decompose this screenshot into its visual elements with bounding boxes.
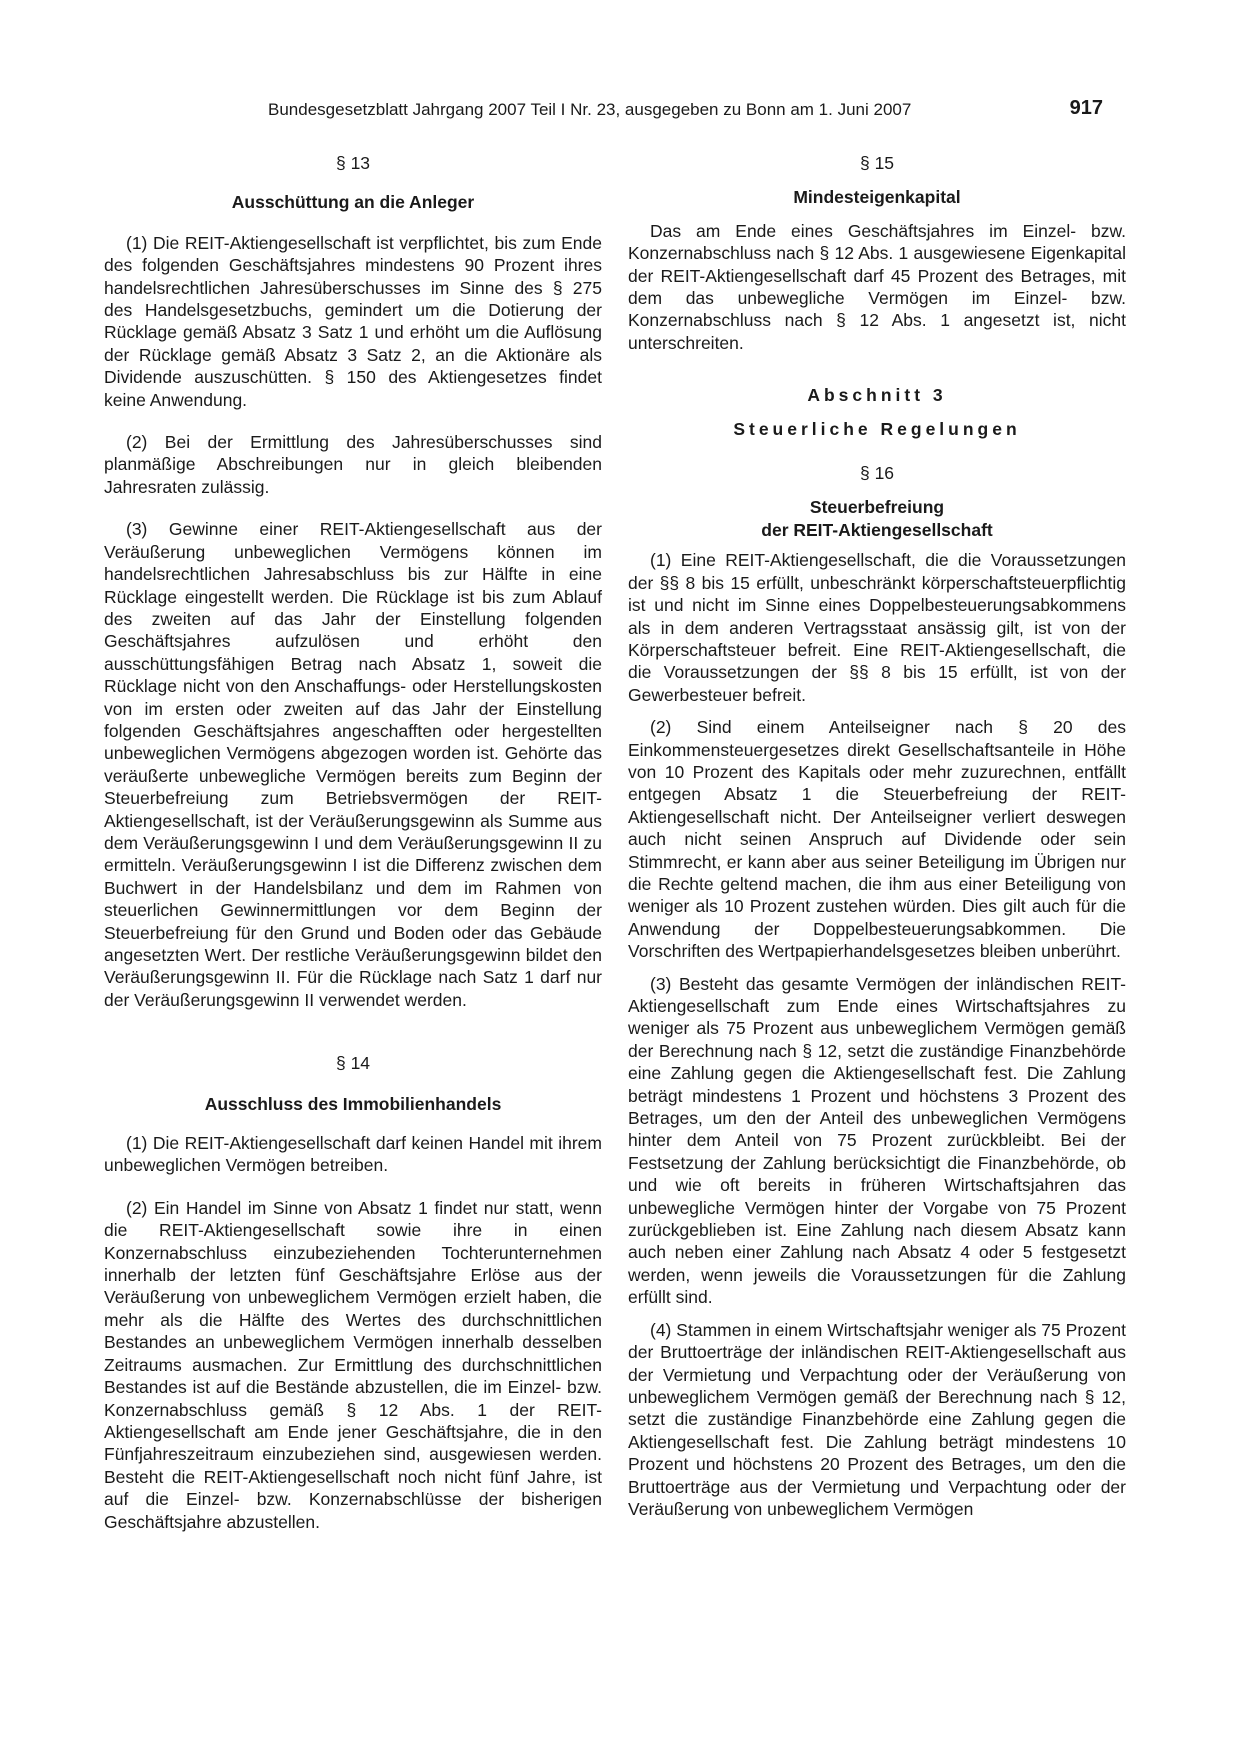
paragraph-13-2: (2) Bei der Ermittlung des Jahresüberschusses sind planmäßige Abschreibungen nur in gleich bleibenden Jahresraten zulässig. <box>104 432 602 497</box>
paragraph-15: Das am Ende eines Geschäftsjahres im Einzel- bzw. Konzernabschluss nach § 12 Abs. 1 ausgewiesene Eigenkapital der REIT-Aktiengesellschaft darf 45 Prozent des Betrages, mit dem das unbewegliche Vermögen im Einzel- bzw. Konzernabschluss nach § 12 Abs. 1 angesetzt ist, nicht unterschreiten. <box>628 220 1126 353</box>
page-header <box>0 97 1241 128</box>
part-title: Steuerliche Regelungen <box>733 418 1021 439</box>
page-number: 917 <box>1069 97 1103 119</box>
section-title-16-line1: Steuerbefreiung <box>809 497 945 518</box>
paragraph-14-2: (2) Ein Handel im Sinne von Absatz 1 findet nur statt, wenn die REIT-Aktiengesellschaft sowie ihre in einen Konzernabschluss einzubeziehenden Tochterunternehmen innerhalb der letzten fünf Geschäftsjahre Erlöse aus der Veräußerung von unbeweglichem Vermögen erzielt haben, die mehr als die Hälfte des Wertes des durchschnittlichen Bestandes an unbeweglichem Vermögen innerhalb desselben Zeitraums ausmachen. Zur Ermittlung des durchschnittlichen Bestandes ist auf die Bestände abzustellen, die im Einzel- bzw. Konzernabschluss gemäß § 12 Abs. 1 der REIT-Aktiengesellschaft am Ende jener Geschäftsjahre, die in den Fünfjahreszeitraum einzubeziehen sind, ausgewiesen werden. Besteht die REIT-Aktiengesellschaft noch nicht fünf Jahre, ist auf die Einzel- bzw. Konzernabschlüsse der bisherigen Geschäftsjahre abzustellen. <box>104 1197 602 1532</box>
paragraph-16-3: (3) Besteht das gesamte Vermögen der inländischen REIT-Aktiengesellschaft zum Ende eines Wirtschaftsjahres zu weniger als 75 Prozent aus unbeweglichem Vermögen gemäß der Berechnung nach § 12, setzt die zuständige Finanzbehörde eine Zahlung gegen die Aktiengesellschaft fest. Die Zahlung beträgt mindestens 1 Prozent und höchstens 3 Prozent des Betrages, um den der Anteil des unbeweglichen Vermögens hinter dem Anteil von 75 Prozent zurückbleibt. Bei der Festsetzung der Zahlung berücksichtigt die Finanzbehörde, ob und wie oft bereits in früheren Wirtschaftsjahren das unbewegliche Vermögen hinter der Vorgabe von 75 Prozent zurückgeblieben ist. Eine Zahlung nach diesem Absatz kann auch neben einer Zahlung nach Absatz 4 oder 5 festgesetzt werden, wenn jeweils die Voraussetzungen für die Zahlung erfüllt sind. <box>628 973 1126 1308</box>
section-number-15: § 15 <box>859 153 895 173</box>
paragraph-16-1: (1) Eine REIT-Aktiengesellschaft, die die Voraussetzungen der §§ 8 bis 15 erfüllt, unbeschränkt körperschaftsteuerpflichtig ist und nicht im Sinne eines Doppelbesteuerungsabkommens als in dem anderen Vertragsstaat ansässig gilt, ist von der Körperschaftsteuer befreit. Eine REIT-Aktiengesellschaft, die die Voraussetzungen der §§ 8 bis 15 erfüllt, ist von der Gewerbesteuer befreit. <box>628 550 1126 705</box>
paragraph-14-1: (1) Die REIT-Aktiengesellschaft darf keinen Handel mit ihrem unbeweglichen Vermögen betreiben. <box>104 1133 602 1176</box>
section-title-14: Ausschluss des Immobilienhandels <box>204 1093 502 1114</box>
paragraph-13-1: (1) Die REIT-Aktiengesellschaft ist verpflichtet, bis zum Ende des folgenden Geschäftsjahres mindestens 90 Prozent ihres handelsrechtlichen Jahresüberschusses im Sinne des § 275 des Handelsgesetzbuchs, gemindert um die Dotierung der Rücklage gemäß Absatz 3 Satz 1 und erhöht um die Auflösung der Rücklage gemäß Absatz 3 Satz 2, an die Aktionäre als Dividende auszuschütten. § 150 des Aktiengesetzes findet keine Anwendung. <box>104 232 602 410</box>
section-number-13: § 13 <box>335 153 371 173</box>
paragraph-16-4: (4) Stammen in einem Wirtschaftsjahr weniger als 75 Prozent der Bruttoerträge der inländischen REIT-Aktiengesellschaft aus der Vermietung und Verpachtung oder der Veräußerung von unbeweglichem Vermögen gemäß der Berechnung nach § 12, setzt die zuständige Finanzbehörde eine Zahlung gegen die Aktiengesellschaft fest. Die Zahlung beträgt mindestens 10 Prozent und höchstens 20 Prozent des Betrages, um den die Bruttoerträge aus der Vermietung und Verpachtung oder der Veräußerung von unbeweglichem Vermögen <box>628 1319 1126 1519</box>
part-number: Abschnitt 3 <box>807 385 947 406</box>
section-number-16: § 16 <box>859 463 895 484</box>
right-column <box>628 152 1126 1520</box>
section-title-16-line2: der REIT-Aktiengesellschaft <box>761 519 993 540</box>
section-title-13: Ausschüttung an die Anleger <box>231 192 475 213</box>
left-column <box>104 152 602 1533</box>
running-title: Bundesgesetzblatt Jahrgang 2007 Teil I Nr. 23, ausgegeben zu Bonn am 1. Juni 2007 <box>268 100 912 119</box>
section-title-15: Mindesteigenkapital <box>793 187 961 208</box>
section-number-14: § 14 <box>335 1053 371 1074</box>
paragraph-16-2: (2) Sind einem Anteilseigner nach § 20 des Einkommensteuergesetzes direkt Gesellschaftsanteile in Höhe von 10 Prozent des Kapitals oder mehr zuzurechnen, entfällt entgegen Absatz 1 die Steuerbefreiung der REIT-Aktiengesellschaft nicht. Der Anteilseigner verliert deswegen auch nicht seinen Anspruch auf Dividende oder sein Stimmrecht, er kann aber aus seiner Beteiligung im Übrigen nur die Rechte geltend machen, die ihm aus einer Beteiligung von weniger als 10 Prozent zustehen würden. Dies gilt auch für die Anwendung der Doppelbesteuerungsabkommen. Die Vorschriften des Wertpapierhandelsgesetzes bleiben unberührt. <box>628 717 1126 962</box>
paragraph-13-3: (3) Gewinne einer REIT-Aktiengesellschaft aus der Veräußerung unbeweglichen Vermögens können im handelsrechtlichen Jahresabschluss bis zur Hälfte in eine Rücklage eingestellt werden. Die Rücklage ist bis zum Ablauf des zweiten auf das Jahr der Einstellung folgenden Geschäftsjahres aufzulösen und erhöht den ausschüttungsfähigen Betrag nach Absatz 1, soweit die Rücklage nicht von den Anschaffungs- oder Herstellungskosten von im ersten oder zweiten auf das Jahr der Einstellung folgenden Geschäftsjahres angeschafften oder hergestellten unbeweglichen Vermögens abgezogen worden ist. Gehörte das veräußerte unbewegliche Vermögen bereits zum Beginn der Steuerbefreiung zum Betriebsvermögen der REIT-Aktiengesellschaft, ist der Veräußerungsgewinn als Summe aus dem Veräußerungsgewinn I und dem Veräußerungsgewinn II zu ermitteln. Veräußerungsgewinn I ist die Differenz zwischen dem Buchwert in der Handelsbilanz und dem im Rahmen von steuerlichen Gewinnermittlungen vor dem Beginn der Steuerbefreiung für den Grund und Boden oder das Gebäude angesetzten Wert. Der restliche Veräußerungsgewinn bildet den Veräußerungsgewinn II. Für die Rücklage nach Satz 1 darf nur der Veräußerungsgewinn II verwendet werden. <box>104 519 602 1010</box>
